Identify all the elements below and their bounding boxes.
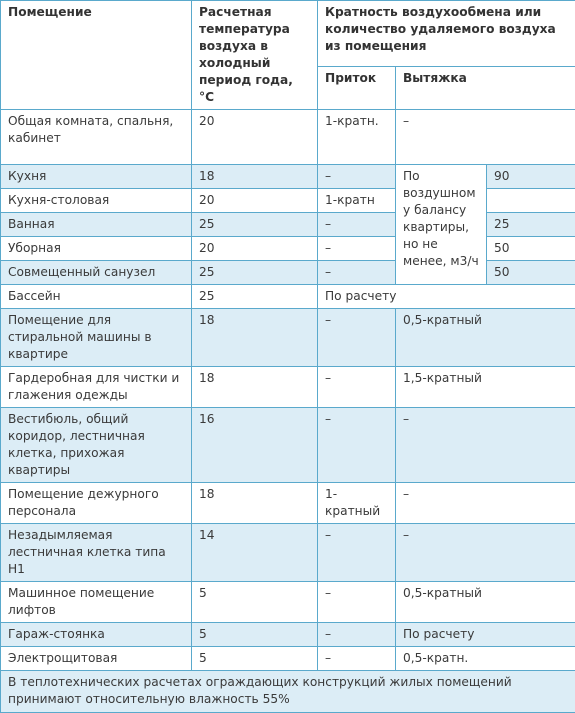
exhaust-cell: – xyxy=(396,110,575,165)
room-cell: Ванная xyxy=(1,213,192,237)
temp-cell: 18 xyxy=(192,309,318,367)
header-exhaust: Вытяжка xyxy=(396,66,575,109)
exhaust-balance-note: По воздушному балансу квартиры, но не менее, м3/ч xyxy=(396,165,487,285)
exhaust-value-cell: 90 xyxy=(487,165,575,189)
exchange-merged-cell: По расчету xyxy=(318,285,575,309)
exhaust-value-cell: 25 xyxy=(487,213,575,237)
supply-cell: – xyxy=(318,367,396,408)
table-row xyxy=(1,524,575,582)
supply-cell: 1-кратн xyxy=(318,189,396,213)
room-cell: Бассейн xyxy=(1,285,192,309)
table-row xyxy=(1,110,575,165)
supply-cell: – xyxy=(318,623,396,647)
table-row xyxy=(1,285,575,309)
exhaust-cell: По расчету xyxy=(396,623,575,647)
table-row xyxy=(1,165,575,189)
exhaust-cell: 0,5-кратный xyxy=(396,582,575,623)
supply-cell: – xyxy=(318,408,396,483)
table-row xyxy=(1,189,575,213)
supply-cell: – xyxy=(318,165,396,189)
room-cell: Совмещенный санузел xyxy=(1,261,192,285)
room-cell: Кухня xyxy=(1,165,192,189)
exhaust-cell: 0,5-кратный xyxy=(396,309,575,367)
supply-cell: – xyxy=(318,261,396,285)
exhaust-cell: – xyxy=(396,408,575,483)
temp-cell: 25 xyxy=(192,261,318,285)
table-row xyxy=(1,623,575,647)
header-room: Помещение xyxy=(1,1,192,110)
exhaust-value-cell: 50 xyxy=(487,261,575,285)
temp-cell: 18 xyxy=(192,165,318,189)
room-cell: Кухня-столовая xyxy=(1,189,192,213)
supply-cell: – xyxy=(318,213,396,237)
footnote-row xyxy=(1,671,575,713)
exhaust-cell: 1,5-кратный xyxy=(396,367,575,408)
table-row xyxy=(1,483,575,524)
temp-cell: 16 xyxy=(192,408,318,483)
table-row xyxy=(1,582,575,623)
exhaust-cell: 0,5-кратн. xyxy=(396,647,575,671)
room-cell: Гардеробная для чистки и глажения одежды xyxy=(1,367,192,408)
exhaust-cell: – xyxy=(396,483,575,524)
room-cell: Незадымляемая лестничная клетка типа Н1 xyxy=(1,524,192,582)
table-row xyxy=(1,309,575,367)
temp-cell: 5 xyxy=(192,623,318,647)
supply-cell: 1-кратный xyxy=(318,483,396,524)
temp-cell: 20 xyxy=(192,110,318,165)
supply-cell: – xyxy=(318,647,396,671)
room-cell: Помещение для стиральной машины в квартире xyxy=(1,309,192,367)
exhaust-value-cell: 50 xyxy=(487,237,575,261)
temp-cell: 5 xyxy=(192,647,318,671)
table-row xyxy=(1,261,575,285)
temp-cell: 18 xyxy=(192,367,318,408)
room-cell: Уборная xyxy=(1,237,192,261)
header-supply: Приток xyxy=(318,66,396,109)
header-row xyxy=(1,1,575,67)
room-cell: Общая комната, спальня, кабинет xyxy=(1,110,192,165)
table-row xyxy=(1,213,575,237)
table-row xyxy=(1,367,575,408)
header-temperature: Расчетная температура воздуха в холодный период года, °С xyxy=(192,1,318,110)
table-row xyxy=(1,237,575,261)
exhaust-value-cell xyxy=(487,189,575,213)
temp-cell: 20 xyxy=(192,237,318,261)
table-row xyxy=(1,647,575,671)
supply-cell: 1-кратн. xyxy=(318,110,396,165)
exhaust-cell: – xyxy=(396,524,575,582)
supply-cell: – xyxy=(318,524,396,582)
room-cell: Вестибюль, общий коридор, лестничная клетка, прихожая квартиры xyxy=(1,408,192,483)
supply-cell: – xyxy=(318,582,396,623)
temp-cell: 25 xyxy=(192,213,318,237)
header-air-exchange: Кратность воздухообмена или количество удаляемого воздуха из помещения xyxy=(318,1,575,67)
temp-cell: 5 xyxy=(192,582,318,623)
room-cell: Помещение дежурного персонала xyxy=(1,483,192,524)
temp-cell: 14 xyxy=(192,524,318,582)
footnote: В теплотехнических расчетах ограждающих конструкций жилых помещений принимают относительную влажность 55% xyxy=(1,671,575,713)
temp-cell: 25 xyxy=(192,285,318,309)
temp-cell: 20 xyxy=(192,189,318,213)
room-cell: Машинное помещение лифтов xyxy=(1,582,192,623)
room-cell: Электрощитовая xyxy=(1,647,192,671)
supply-cell: – xyxy=(318,237,396,261)
room-cell: Гараж-стоянка xyxy=(1,623,192,647)
temp-cell: 18 xyxy=(192,483,318,524)
supply-cell: – xyxy=(318,309,396,367)
table-row xyxy=(1,408,575,483)
